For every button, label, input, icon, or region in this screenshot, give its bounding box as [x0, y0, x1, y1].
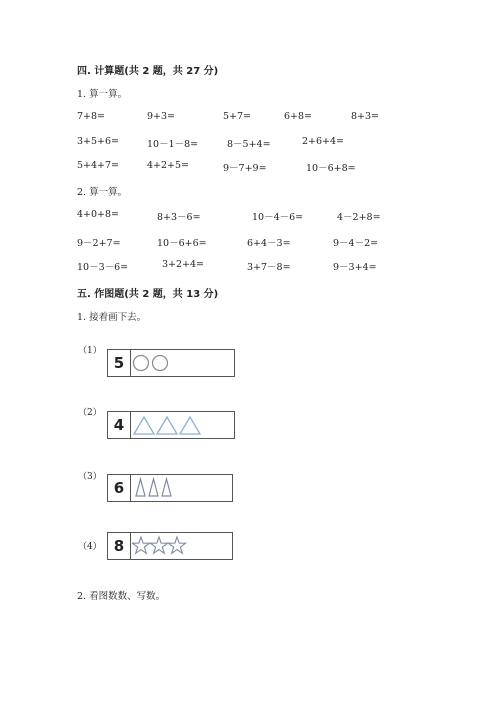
equation: 4+2+5=	[147, 160, 190, 171]
equation: 10－6+8=	[306, 163, 356, 174]
count-number: 4	[108, 412, 131, 438]
tall-triangle-shapes	[132, 475, 230, 501]
drawing-box	[107, 532, 233, 560]
equation: 7+8=	[77, 111, 106, 122]
star-icon	[132, 537, 149, 553]
star-icon	[150, 537, 167, 553]
equation: 10－6+6=	[157, 238, 207, 249]
triangle-icon	[180, 417, 200, 434]
equation: 9－4－2=	[333, 238, 379, 249]
equation: 9－3+4=	[333, 262, 377, 273]
section5-q2-title: 2. 看图数数、写数。	[77, 591, 166, 602]
equation: 9－2+7=	[77, 238, 121, 249]
tall-triangle-icon	[162, 479, 171, 496]
equation: 10－4－6=	[252, 212, 304, 223]
equation: 6+4－3=	[247, 238, 291, 249]
star-icon	[168, 537, 185, 553]
section4-q1-title: 1. 算一算。	[77, 89, 128, 100]
section5-heading: 五. 作图题(共 2 题，共 13 分)	[77, 289, 219, 300]
item-label: （2）	[78, 408, 102, 418]
count-number: 8	[108, 533, 131, 559]
count-number: 5	[108, 350, 131, 376]
equation: 8－5+4=	[227, 139, 271, 150]
equation: 3+5+6=	[77, 136, 120, 147]
drawing-box	[107, 349, 235, 377]
tall-triangle-icon	[136, 479, 145, 496]
tall-triangle-icon	[149, 479, 158, 496]
triangle-shapes	[132, 412, 232, 438]
equation: 4+0+8=	[77, 209, 120, 220]
equation: 6+8=	[284, 111, 313, 122]
item-label: （3）	[78, 472, 102, 482]
circle-shapes	[132, 350, 232, 376]
count-number: 6	[108, 475, 131, 501]
equation: 5+7=	[223, 111, 252, 122]
equation: 9+3=	[147, 111, 176, 122]
equation: 3+2+4=	[162, 259, 205, 270]
drawing-box	[107, 411, 235, 439]
equation: 8+3－6=	[157, 212, 201, 223]
equation: 3+7－8=	[247, 262, 291, 273]
triangle-icon	[134, 417, 154, 434]
equation: 2+6+4=	[302, 136, 345, 147]
triangle-icon	[157, 417, 177, 434]
equation: 9－7+9=	[223, 163, 267, 174]
section4-heading: 四. 计算题(共 2 题，共 27 分)	[77, 66, 219, 77]
circle-icon	[134, 356, 149, 371]
equation: 10－3－6=	[77, 262, 129, 273]
equation: 10－1－8=	[147, 139, 199, 150]
drawing-box	[107, 474, 233, 502]
equation: 8+3=	[351, 111, 380, 122]
item-label: （1）	[78, 346, 102, 356]
section5-q1-title: 1. 接着画下去。	[77, 312, 147, 323]
equation: 4－2+8=	[337, 212, 381, 223]
star-shapes	[132, 533, 230, 559]
equation: 5+4+7=	[77, 160, 120, 171]
section4-q2-title: 2. 算一算。	[77, 187, 128, 198]
circle-icon	[153, 356, 168, 371]
item-label: （4）	[78, 542, 102, 552]
